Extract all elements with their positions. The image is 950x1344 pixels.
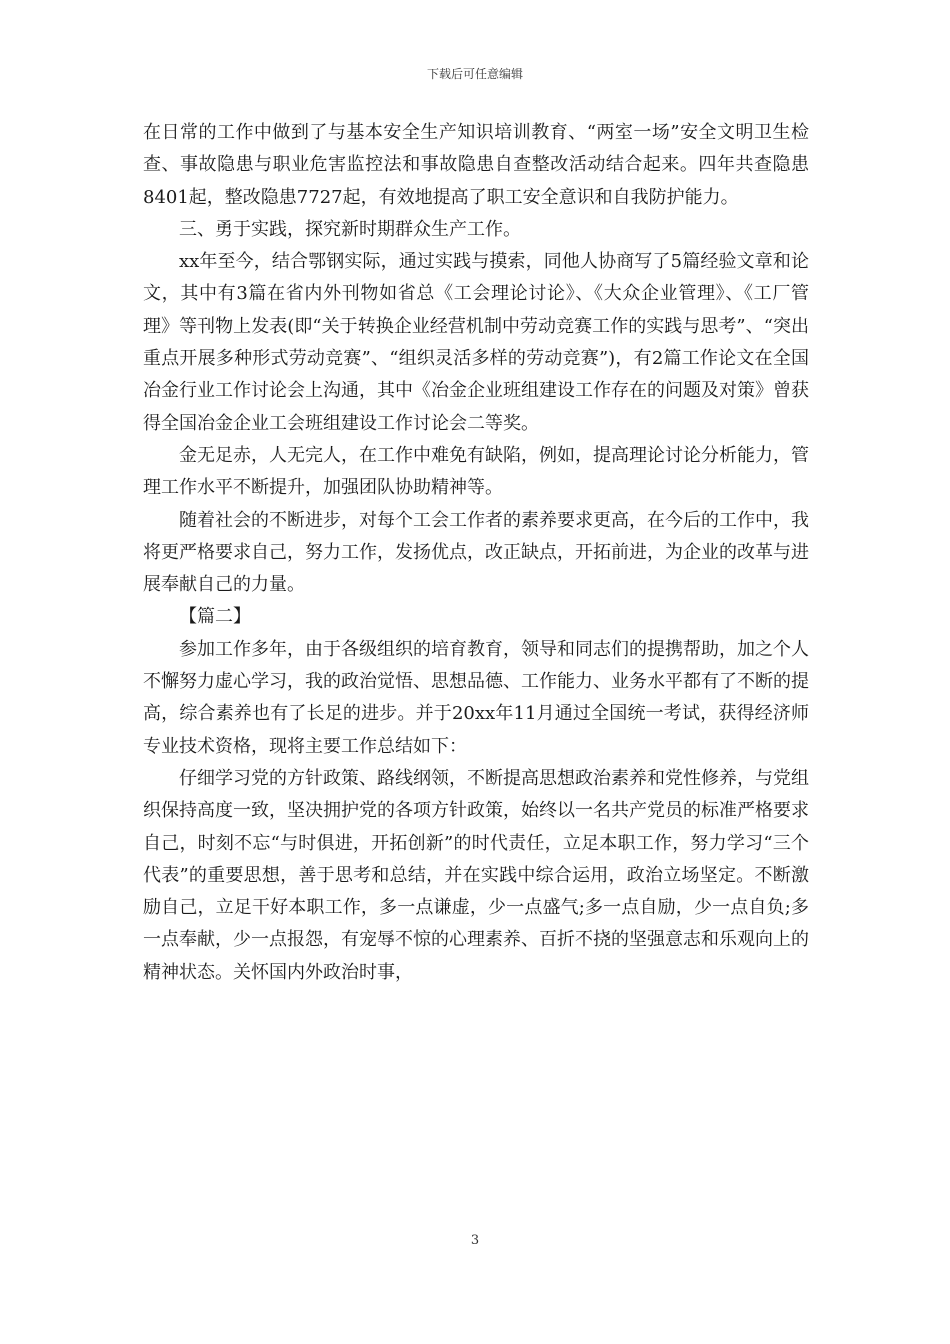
section-heading-part-two: 【篇二】 <box>179 606 251 628</box>
section-heading-three: 三、勇于实践，探究新时期群众生产工作。 <box>179 218 521 240</box>
paragraph-political-study: 仔细学习党的方针政策、路线纲领，不断提高思想政治素养和党性修养，与党组织保持高度一致，坚决拥护党的各项方针政策，始终以一名共产党员的标准严格要求自己，时刻不忘“与时俱进，开拓创新”的时代责任，立足本职工作，努力学习“三个代表”的重要思想，善于思考和总结，并在实践中综合运用，政治立场坚定。不断激励自己，立足干好本职工作，多一点谦虚，少一点盛气;多一点自励，少一点自负;多一点奉献，少一点报怨，有宠辱不惊的心理素养、百折不挠的坚强意志和乐观向上的精神状态。关怀国内外政治时事， <box>143 767 809 983</box>
paragraph-shortcomings: 金无足赤，人无完人，在工作中难免有缺陷，例如，提高理论讨论分析能力，管理工作水平不断提升，加强团队协助精神等。 <box>143 444 809 499</box>
page-number: 3 <box>470 1233 480 1248</box>
paragraph-safety-work: 在日常的工作中做到了与基本安全生产知识培训教育、“两室一场”安全文明卫生检查、事故隐患与职业危害监控法和事故隐患自查整改活动结合起来。四年共查隐患8401起，整改隐患7727起，有效地提高了职工安全意识和自我防护能力。 <box>143 122 809 208</box>
page-header: 下载后可任意编辑 <box>426 67 523 81</box>
document-body <box>143 117 809 989</box>
paragraph-papers: xx年至今，结合鄂钢实际，通过实践与摸索，同他人协商写了5篇经验文章和论文，其中有3篇在省内外刊物如省总《工会理论讨论》、《大众企业管理》、《工厂管理》等刊物上发表(即“关于转换企业经营机制中劳动竞赛工作的实践与思考”、“突出重点开展多种形式劳动竞赛”、“组织灵活多样的劳动竞赛”)，有2篇工作论文在全国冶金行业工作讨论会上沟通，其中《冶金企业班组建设工作存在的问题及对策》曾获得全国冶金企业工会班组建设工作讨论会二等奖。 <box>143 251 809 434</box>
paragraph-introduction: 参加工作多年，由于各级组织的培育教育，领导和同志们的提携帮助，加之个人不懈努力虚心学习，我的政治觉悟、思想品德、工作能力、业务水平都有了不断的提高，综合素养也有了长足的进步。并于20xx年11月通过全国统一考试，获得经济师专业技术资格，现将主要工作总结如下： <box>143 638 809 757</box>
paragraph-future: 随着社会的不断进步，对每个工会工作者的素养要求更高，在今后的工作中，我将更严格要求自己，努力工作，发扬优点，改正缺点，开拓前进，为企业的改革与进展奉献自己的力量。 <box>143 509 809 596</box>
